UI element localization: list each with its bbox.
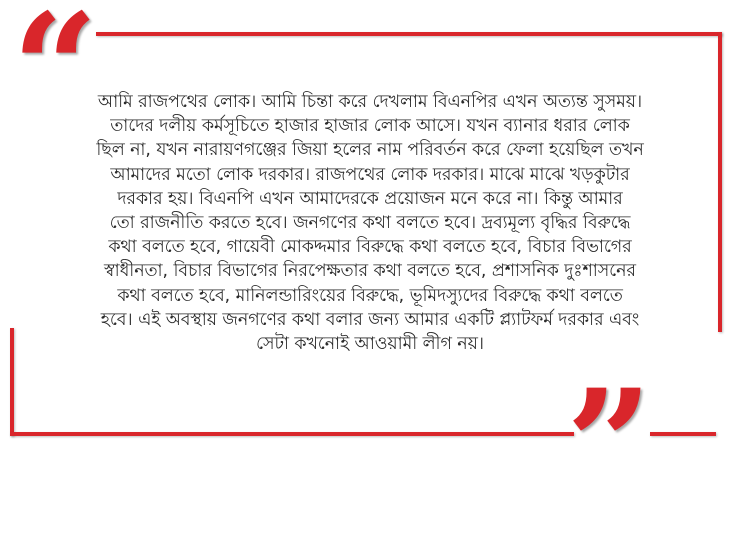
quote-line: স্বাধীনতা, বিচার বিভাগের নিরপেক্ষতার কথা বলতে হবে, প্রশাসনিক দুঃশাসনের	[104, 261, 636, 282]
quote-text	[30, 90, 710, 356]
quote-line: তাদের দলীয় কর্মসূচিতে হাজার হাজার লোক আসে। যখন ব্যানার ধরার লোক	[110, 116, 630, 137]
quote-line: ছিল না, যখন নারায়ণগঞ্জের জিয়া হলের নাম পরিবর্তন করে ফেলা হয়েছিল তখন	[96, 140, 644, 161]
close-quote-icon: ”	[566, 357, 653, 533]
left-border-line	[10, 328, 14, 436]
quote-line: সেটা কখনোই আওয়ামী লীগ নয়।	[256, 334, 484, 355]
quote-line: দরকার হয়। বিএনপি এখন আমাদেরকে প্রয়োজন মনে করে না। কিন্তু আমার	[117, 188, 623, 209]
bottom-border-line	[10, 432, 574, 436]
quote-line: হবে। এই অবস্থায় জনগণের কথা বলার জন্য আমার একটি প্ল্যাটফর্ম দরকার এবং	[100, 309, 640, 330]
bottom-border-line-right	[650, 432, 716, 436]
quote-line: কথা বলতে হবে, মানিলন্ডারিংয়ের বিরুদ্ধে, ভূমিদস্যুদের বিরুদ্ধে কথা বলতে	[117, 285, 623, 306]
right-border-line	[718, 32, 722, 332]
quote-line: তো রাজনীতি করতে হবে। জনগণের কথা বলতে হবে। দ্রব্যমূল্য বৃদ্ধির বিরুদ্ধে	[109, 213, 631, 234]
quote-line: কথা বলতে হবে, গায়েবী মোকদ্দমার বিরুদ্ধে কথা বলতে হবে, বিচার বিভাগের	[108, 237, 632, 258]
top-border-line	[96, 32, 722, 36]
open-quote-icon: “	[12, 0, 99, 157]
quote-line: আমি রাজপথের লোক। আমি চিন্তা করে দেখলাম বিএনপির এখন অত্যন্ত সুসময়।	[97, 92, 643, 112]
quote-line: আমাদের মতো লোক দরকার। রাজপথের লোক দরকার। মাঝে মাঝে খড়কুটার	[110, 164, 630, 185]
